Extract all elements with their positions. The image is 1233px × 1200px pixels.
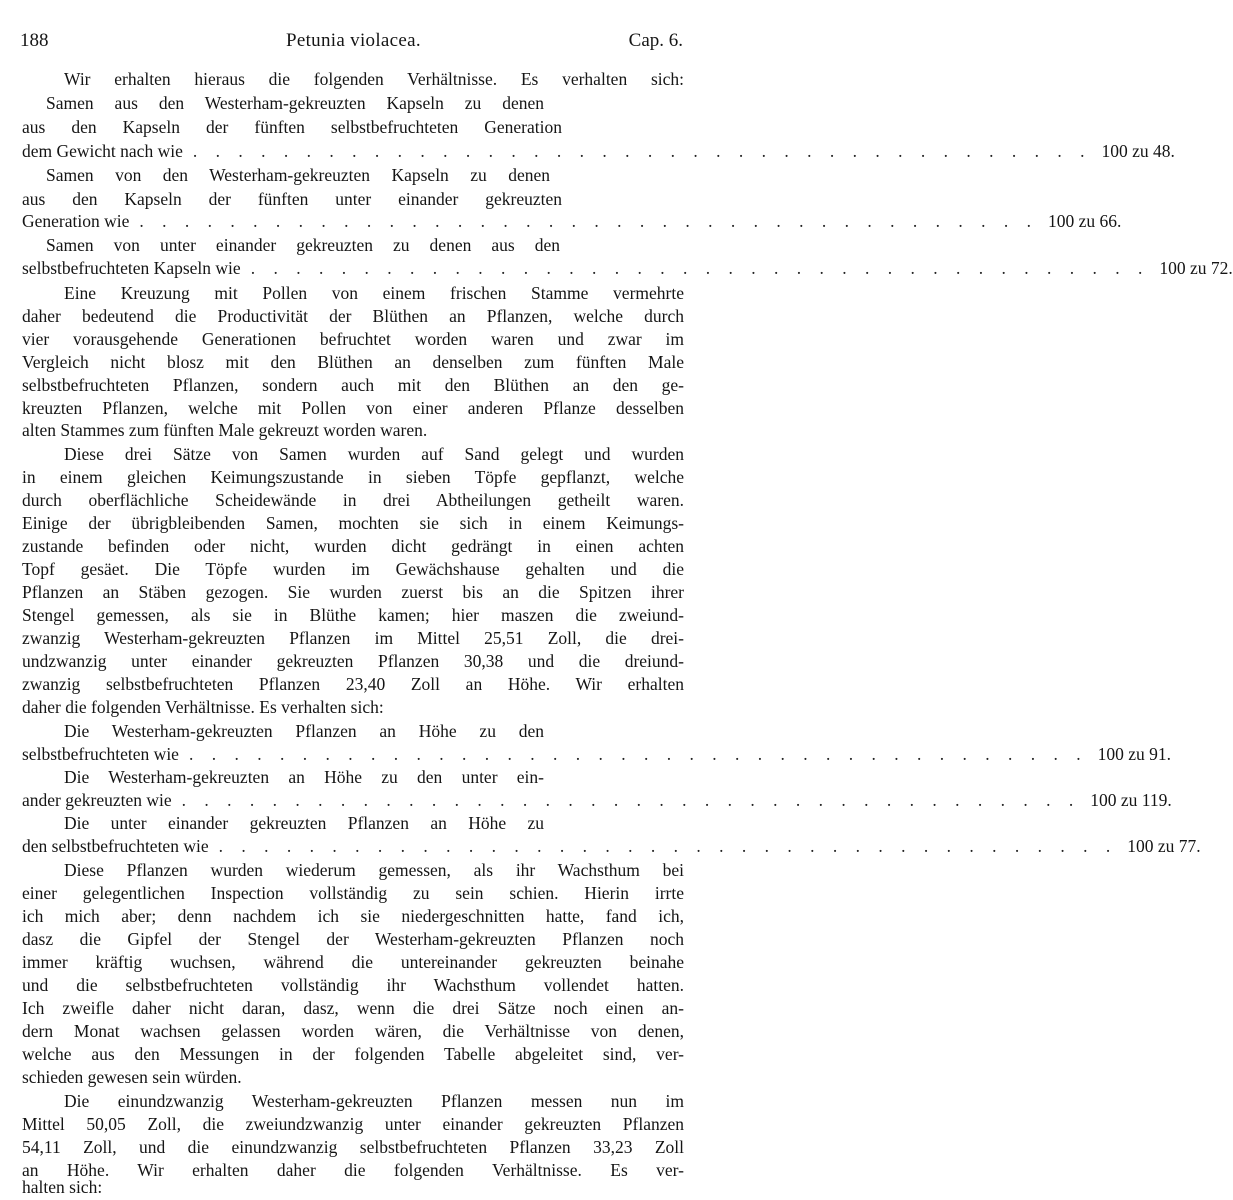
text-line: vier vorausgehende Generationen befruchtet worden waren und zwar im xyxy=(22,329,684,349)
ratio-value: 100 zu 66. xyxy=(1048,211,1122,231)
text-line: zustande befinden oder nicht, wurden dicht gedrängt in einen achten xyxy=(22,536,684,556)
text-line: Topf gesäet. Die Töpfe wurden im Gewächshause gehalten und die xyxy=(22,559,684,579)
leader-dots: . . . . . . . . . . . . . . . . . . . . . . . . . . . . . . . . . . . . . . . . xyxy=(188,744,1088,764)
text-line: Diese drei Sätze von Samen wurden auf Sand gelegt und wurden xyxy=(64,444,684,464)
leader-dots: . . . . . . . . . . . . . . . . . . . . . . . . . . . . . . . . . . . . . . . . xyxy=(250,258,1150,278)
text-line: dasz die Gipfel der Stengel der Westerham-gekreuzten Pflanzen noch xyxy=(22,929,684,949)
text-line: Samen von unter einander gekreuzten zu denen aus den xyxy=(46,235,560,255)
text-line: durch oberflächliche Scheidewände in drei Abtheilungen getheilt waren. xyxy=(22,490,684,510)
text-line: Mittel 50,05 Zoll, die zweiundzwanzig unter einander gekreuzten Pflanzen xyxy=(22,1114,684,1134)
text-line: und die selbstbefruchteten vollständig ihr Wachsthum vollendet hatten. xyxy=(22,975,684,995)
ratio-row xyxy=(22,257,1233,279)
text-line: dern Monat wachsen gelassen worden wären, die Verhältnisse von denen, xyxy=(22,1021,684,1041)
text-line: selbstbefruchteten Pflanzen, sondern auch mit den Blüthen an den ge- xyxy=(22,375,684,395)
ratio-value: 100 zu 91. xyxy=(1097,744,1171,764)
leader-dots: . . . . . . . . . . . . . . . . . . . . . . . . . . . . . . . . . . . . . . . . xyxy=(218,836,1118,856)
ratio-value: 100 zu 119. xyxy=(1090,790,1172,810)
text-line: daher bedeutend die Productivität der Blüthen an Pflanzen, welche durch xyxy=(22,306,684,326)
text-line: zwanzig Westerham-gekreuzten Pflanzen im Mittel 25,51 Zoll, die drei- xyxy=(22,628,684,648)
text-line: Vergleich nicht blosz mit den Blüthen an denselben zum fünften Male xyxy=(22,352,684,372)
leader-dots: . . . . . . . . . . . . . . . . . . . . . . . . . . . . . . . . . . . . . . . . xyxy=(192,141,1092,161)
text-line: ich mich aber; denn nachdem ich sie niedergeschnitten hatte, fand ich, xyxy=(22,906,684,926)
ratio-label: selbstbefruchteten wie xyxy=(22,744,179,764)
text-line: Eine Kreuzung mit Pollen von einem frischen Stamme vermehrte xyxy=(64,283,684,303)
ratio-label: Generation wie xyxy=(22,211,130,231)
text-line: alten Stammes zum fünften Male gekreuzt worden waren. xyxy=(22,420,428,440)
ratio-row xyxy=(22,835,1201,857)
text-line: einer gelegentlichen Inspection vollständig zu sein schien. Hierin irrte xyxy=(22,883,684,903)
text-line: Diese Pflanzen wurden wiederum gemessen, als ihr Wachsthum bei xyxy=(64,860,684,880)
text-line: aus den Kapseln der fünften unter einander gekreuzten xyxy=(22,189,562,209)
text-line: Die Westerham-gekreuzten Pflanzen an Höhe zu den xyxy=(64,721,544,741)
text-line: Die Westerham-gekreuzten an Höhe zu den unter ein- xyxy=(64,767,544,787)
text-line: Einige der übrigbleibenden Samen, mochten sie sich in einem Keimungs- xyxy=(22,513,684,533)
running-title: Petunia violacea. xyxy=(286,30,421,51)
ratio-label: dem Gewicht nach wie xyxy=(22,141,183,161)
text-line: Ich zweifle daher nicht daran, dasz, wenn die drei Sätze noch einen an- xyxy=(22,998,684,1018)
text-line: Samen von den Westerham-gekreuzten Kapseln zu denen xyxy=(46,165,550,185)
page-number: 188 xyxy=(20,30,49,51)
text-line: in einem gleichen Keimungszustande in sieben Töpfe gepflanzt, welche xyxy=(22,467,684,487)
text-line: Die einundzwanzig Westerham-gekreuzten Pflanzen messen nun im xyxy=(64,1091,684,1111)
text-line: Samen aus den Westerham-gekreuzten Kapseln zu denen xyxy=(46,93,544,113)
ratio-label: selbstbefruchteten Kapseln wie xyxy=(22,258,241,278)
ratio-row xyxy=(22,789,1172,811)
text-line: Die unter einander gekreuzten Pflanzen an Höhe zu xyxy=(64,813,544,833)
ratio-label: den selbstbefruchteten wie xyxy=(22,836,209,856)
ratio-row xyxy=(22,743,1171,765)
leader-dots: . . . . . . . . . . . . . . . . . . . . . . . . . . . . . . . . . . . . . . . . xyxy=(181,790,1081,810)
text-line: Wir erhalten hieraus die folgenden Verhältnisse. Es verhalten sich: xyxy=(64,69,684,89)
text-line: Stengel gemessen, als sie in Blüthe kamen; hier maszen die zweiund- xyxy=(22,605,684,625)
text-line: immer kräftig wuchsen, während die untereinander gekreuzten beinahe xyxy=(22,952,684,972)
text-line: daher die folgenden Verhältnisse. Es verhalten sich: xyxy=(22,697,384,717)
ratio-value: 100 zu 72. xyxy=(1159,258,1233,278)
text-line: kreuzten Pflanzen, welche mit Pollen von einer anderen Pflanze desselben xyxy=(22,398,684,418)
ratio-value: 100 zu 48. xyxy=(1101,141,1175,161)
text-line: welche aus den Messungen in der folgenden Tabelle abgeleitet sind, ver- xyxy=(22,1044,684,1064)
text-line: 54,11 Zoll, und die einundzwanzig selbstbefruchteten Pflanzen 33,23 Zoll xyxy=(22,1137,684,1157)
text-line: aus den Kapseln der fünften selbstbefruchteten Generation xyxy=(22,117,562,137)
text-line: an Höhe. Wir erhalten daher die folgenden Verhältnisse. Es ver- xyxy=(22,1160,684,1180)
ratio-label: ander gekreuzten wie xyxy=(22,790,172,810)
text-line: halten sich: xyxy=(22,1177,103,1197)
text-line: schieden gewesen sein würden. xyxy=(22,1067,242,1087)
text-line: zwanzig selbstbefruchteten Pflanzen 23,40 Zoll an Höhe. Wir erhalten xyxy=(22,674,684,694)
text-line: undzwanzig unter einander gekreuzten Pflanzen 30,38 und die dreiund- xyxy=(22,651,684,671)
chapter-label: Cap. 6. xyxy=(628,30,683,51)
leader-dots: . . . . . . . . . . . . . . . . . . . . . . . . . . . . . . . . . . . . . . . . xyxy=(139,211,1039,231)
text-line: Pflanzen an Stäben gezogen. Sie wurden zuerst bis an die Spitzen ihrer xyxy=(22,582,684,602)
ratio-value: 100 zu 77. xyxy=(1127,836,1201,856)
ratio-row xyxy=(22,140,1175,162)
ratio-row xyxy=(22,210,1122,232)
